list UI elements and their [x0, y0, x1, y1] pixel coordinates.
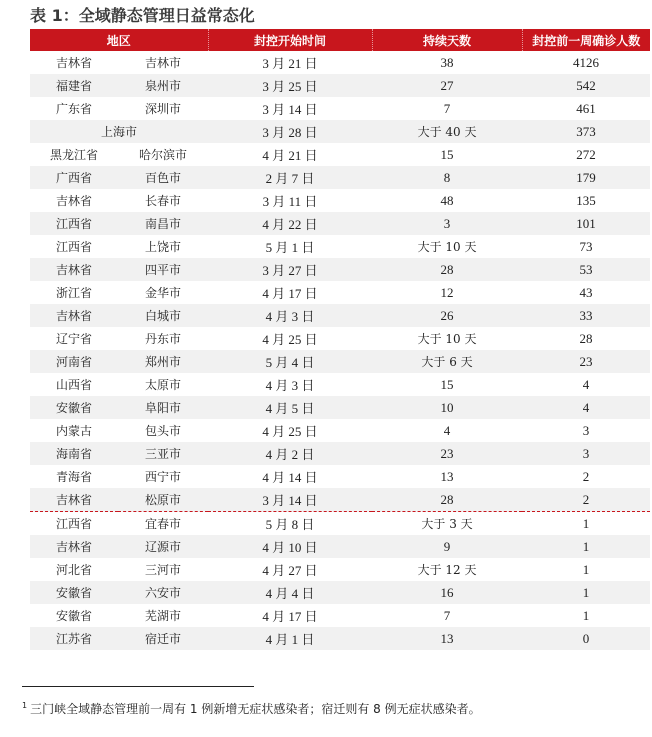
cell-province: 吉林省 [30, 304, 118, 327]
table-row [30, 235, 650, 258]
table-row [30, 212, 650, 235]
table-row [30, 51, 650, 74]
cell-city: 三河市 [145, 563, 182, 577]
cell-province: 河南省 [30, 350, 118, 373]
cell-cases: 1 [522, 512, 650, 536]
cell-duration: 12 [440, 284, 454, 300]
table-row [30, 488, 650, 512]
cell-duration: 8 [372, 166, 522, 189]
table-row [30, 74, 650, 97]
table-row [30, 327, 650, 350]
cell-city: 吉林市 [145, 56, 182, 70]
cell-cases: 4126 [573, 54, 600, 70]
table-row [30, 396, 650, 419]
table-body [30, 51, 650, 650]
cell-start-date: 4 月 22 日 [208, 212, 372, 235]
cell-province: 江西省 [30, 212, 118, 235]
cell-start-date: 4 月 4 日 [208, 581, 372, 604]
cell-duration: 15 [440, 146, 454, 162]
footnote-marker: 1 [22, 701, 28, 710]
cell-duration: 大于 3 天 [372, 512, 522, 536]
table-row [30, 419, 650, 442]
cell-start-date: 3 月 14 日 [208, 488, 372, 512]
cell-duration: 大于 10 天 [417, 240, 477, 254]
footnote [22, 700, 481, 717]
cell-province: 海南省 [30, 442, 118, 465]
cell-cases: 101 [522, 212, 650, 235]
cell-province: 内蒙古 [55, 424, 92, 438]
header-start-date: 封控开始时间 [208, 29, 372, 51]
cell-cases: 272 [576, 146, 596, 162]
table-row [30, 558, 650, 581]
cell-province: 广东省 [55, 102, 92, 116]
cell-start-date: 4 月 21 日 [262, 148, 318, 163]
cell-province: 辽宁省 [55, 332, 92, 346]
cell-region: 上海市 [30, 120, 208, 143]
cell-start-date: 4 月 25 日 [262, 332, 318, 347]
cell-start-date: 5 月 1 日 [265, 240, 315, 255]
cell-province: 山西省 [55, 378, 92, 392]
cell-cases: 43 [579, 284, 593, 300]
table-row [30, 512, 650, 536]
table-row [30, 304, 650, 327]
cell-cases: 1 [522, 535, 650, 558]
table-row [30, 258, 650, 281]
cell-duration: 大于 12 天 [417, 563, 477, 577]
cell-duration: 16 [372, 581, 522, 604]
cell-duration: 13 [372, 627, 522, 650]
cell-city: 宿迁市 [118, 627, 208, 650]
table-row [30, 604, 650, 627]
cell-city: 六安市 [118, 581, 208, 604]
cell-cases: 3 [522, 442, 650, 465]
cell-duration: 28 [372, 258, 522, 281]
cell-cases: 3 [582, 422, 590, 438]
footnote-text: 三门峡全域静态管理前一周有 1 例新增无症状感染者；宿迁则有 8 例无症状感染者。 [30, 702, 481, 716]
cell-start-date: 2 月 7 日 [208, 166, 372, 189]
cell-cases: 1 [522, 581, 650, 604]
cell-cases: 2 [582, 468, 590, 484]
cell-start-date: 5 月 8 日 [208, 512, 372, 536]
cell-start-date: 4 月 5 日 [208, 396, 372, 419]
cell-city: 辽源市 [118, 535, 208, 558]
cell-start-date: 3 月 11 日 [262, 194, 318, 209]
cell-city: 太原市 [145, 378, 182, 392]
cell-cases: 4 [522, 396, 650, 419]
cell-city: 白城市 [118, 304, 208, 327]
cell-province: 吉林省 [30, 535, 118, 558]
cell-duration: 28 [372, 488, 522, 512]
cell-city: 西宁市 [145, 470, 182, 484]
cell-city: 包头市 [145, 424, 182, 438]
cell-start-date: 4 月 3 日 [265, 378, 315, 393]
cell-city: 阜阳市 [118, 396, 208, 419]
cell-cases: 2 [522, 488, 650, 512]
table-row [30, 143, 650, 166]
cell-start-date: 3 月 14 日 [262, 102, 318, 117]
cell-duration: 27 [372, 74, 522, 97]
table-row [30, 281, 650, 304]
cell-duration: 3 [372, 212, 522, 235]
cell-duration: 15 [440, 376, 454, 392]
cell-city: 长春市 [145, 194, 182, 208]
cell-city: 四平市 [118, 258, 208, 281]
cell-cases: 73 [579, 238, 593, 254]
cell-duration: 9 [372, 535, 522, 558]
cell-cases: 373 [522, 120, 650, 143]
cell-cases: 542 [522, 74, 650, 97]
cell-cases: 53 [522, 258, 650, 281]
cell-duration: 48 [440, 192, 454, 208]
cell-cases: 135 [576, 192, 596, 208]
cell-cases: 4 [582, 376, 590, 392]
header-duration: 持续天数 [372, 29, 522, 51]
cell-province: 青海省 [55, 470, 92, 484]
cell-start-date: 4 月 2 日 [208, 442, 372, 465]
cell-duration: 26 [372, 304, 522, 327]
cell-cases: 1 [582, 561, 590, 577]
cell-province: 吉林省 [30, 258, 118, 281]
cell-start-date: 4 月 3 日 [208, 304, 372, 327]
cell-city: 郑州市 [118, 350, 208, 373]
table-row [30, 120, 650, 143]
cell-province: 黑龙江省 [49, 148, 98, 162]
cell-start-date: 5 月 4 日 [208, 350, 372, 373]
cell-city: 哈尔滨市 [139, 148, 188, 162]
cell-start-date: 4 月 27 日 [262, 563, 318, 578]
cell-duration: 13 [440, 468, 454, 484]
cell-city: 南昌市 [118, 212, 208, 235]
cell-cases: 28 [579, 330, 593, 346]
cell-province: 安徽省 [55, 609, 92, 623]
lockdown-table [30, 29, 650, 650]
cell-start-date: 3 月 21 日 [262, 56, 318, 71]
header-cases: 封控前一周确诊人数 [522, 29, 650, 51]
cell-duration: 大于 10 天 [417, 332, 477, 346]
table-row [30, 442, 650, 465]
cell-province: 吉林省 [55, 194, 92, 208]
cell-province: 河北省 [55, 563, 92, 577]
cell-cases: 461 [576, 100, 596, 116]
cell-start-date: 4 月 25 日 [262, 424, 318, 439]
cell-start-date: 4 月 17 日 [262, 286, 318, 301]
cell-start-date: 4 月 17 日 [262, 609, 318, 624]
cell-province: 吉林省 [30, 488, 118, 512]
cell-province: 安徽省 [30, 581, 118, 604]
cell-duration: 4 [443, 422, 451, 438]
cell-duration: 23 [372, 442, 522, 465]
cell-cases: 0 [522, 627, 650, 650]
cell-province: 浙江省 [55, 286, 92, 300]
cell-cases: 179 [522, 166, 650, 189]
header-region: 地区 [30, 29, 208, 51]
cell-start-date: 3 月 27 日 [208, 258, 372, 281]
table-row [30, 373, 650, 396]
cell-cases: 33 [522, 304, 650, 327]
table-row [30, 627, 650, 650]
table-row [30, 581, 650, 604]
cell-city: 百色市 [118, 166, 208, 189]
cell-province: 吉林省 [55, 56, 92, 70]
cell-start-date: 4 月 10 日 [208, 535, 372, 558]
cell-city: 金华市 [145, 286, 182, 300]
cell-province: 江苏省 [30, 627, 118, 650]
cell-province: 广西省 [30, 166, 118, 189]
cell-city: 上饶市 [145, 240, 182, 254]
cell-province: 江西省 [55, 240, 92, 254]
cell-duration: 7 [443, 100, 451, 116]
table-row [30, 465, 650, 488]
cell-start-date: 4 月 14 日 [262, 470, 318, 485]
cell-city: 松原市 [118, 488, 208, 512]
cell-start-date: 3 月 25 日 [208, 74, 372, 97]
cell-city: 三亚市 [118, 442, 208, 465]
cell-duration: 7 [443, 607, 451, 623]
cell-start-date: 4 月 1 日 [208, 627, 372, 650]
cell-start-date: 3 月 28 日 [208, 120, 372, 143]
cell-city: 宜春市 [118, 512, 208, 536]
table-title: 表 1：全域静态管理日益常态化 [30, 6, 255, 25]
cell-cases: 23 [522, 350, 650, 373]
cell-province: 江西省 [30, 512, 118, 536]
cell-city: 泉州市 [118, 74, 208, 97]
cell-duration: 10 [372, 396, 522, 419]
cell-province: 安徽省 [30, 396, 118, 419]
footnote-divider [22, 686, 254, 687]
table-row [30, 97, 650, 120]
table-header-row [30, 29, 650, 51]
cell-city: 芜湖市 [145, 609, 182, 623]
table-row [30, 189, 650, 212]
cell-city: 深圳市 [145, 102, 182, 116]
cell-province: 福建省 [30, 74, 118, 97]
cell-city: 丹东市 [145, 332, 182, 346]
table-row [30, 166, 650, 189]
cell-duration: 大于 6 天 [372, 350, 522, 373]
table-row [30, 350, 650, 373]
cell-duration: 大于 40 天 [372, 120, 522, 143]
cell-cases: 1 [582, 607, 590, 623]
cell-duration: 38 [440, 54, 454, 70]
table-row [30, 535, 650, 558]
